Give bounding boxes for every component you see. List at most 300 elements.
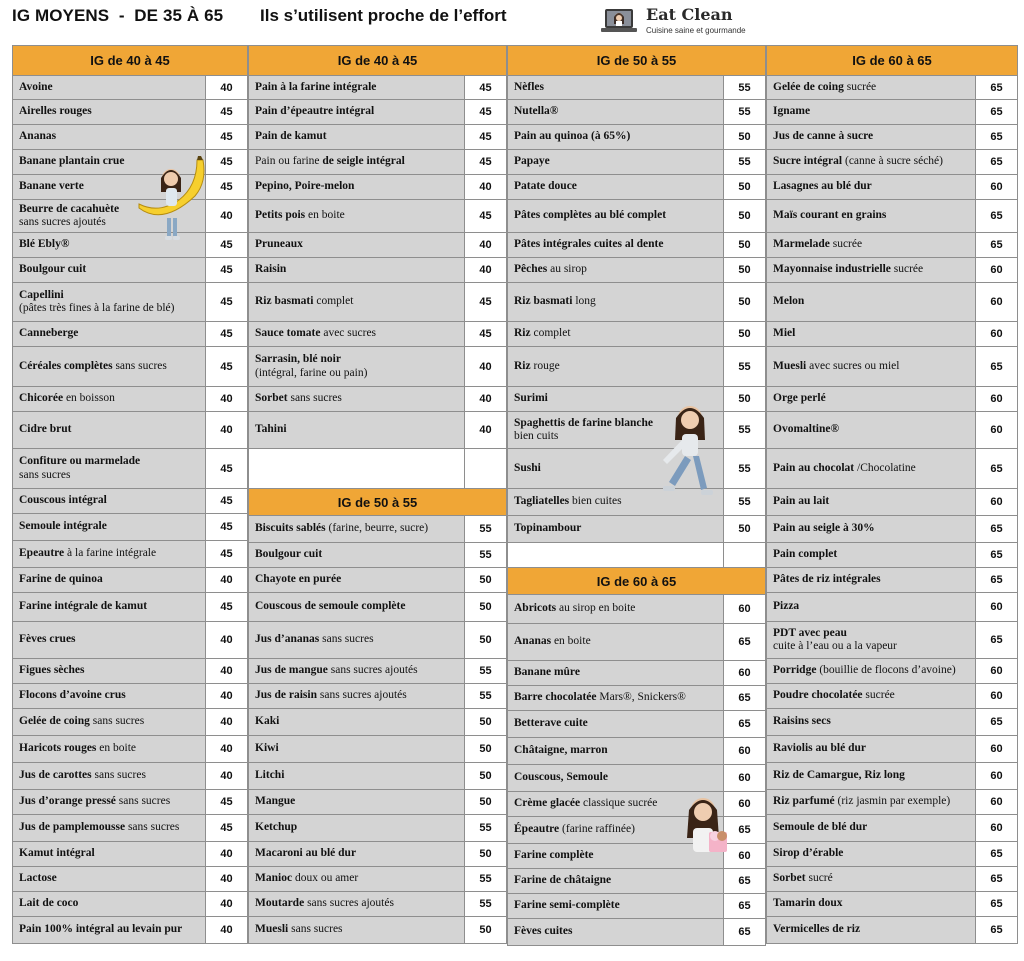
section-header-label: IG de 50 à 55 [337,494,418,510]
food-name-line [514,717,717,730]
food-name-line [255,263,458,276]
food-name-line [255,548,458,561]
food-row [767,322,1017,347]
food-note: bien cuites [572,495,622,508]
food-name-cell [508,175,724,199]
food-row [767,387,1017,412]
food-name-line [255,392,458,405]
food-name-cell [13,736,206,762]
food-name: Kiwi [255,742,279,755]
food-name-cell [249,593,465,621]
food-row [13,659,247,684]
food-name: Litchi [255,769,285,782]
ig-value: 60 [976,593,1017,621]
food-name-cell [13,917,206,943]
food-row [13,322,247,347]
food-note: sans sucres [322,633,374,646]
food-name: Pain à la farine intégrale [255,80,377,93]
food-name-cell [13,593,206,621]
ig-value: 45 [465,76,506,99]
food-row [508,76,765,100]
ig-value: 45 [206,322,247,346]
food-name-line [255,633,458,646]
food-name: Mayonnaise industrielle [773,263,891,276]
food-name: Jus de canne à sucre [773,130,874,143]
ig-value: 45 [465,100,506,124]
food-name: Épeautre [514,823,560,836]
food-row [767,763,1017,790]
food-name-cell [767,763,976,789]
ig-value: 60 [976,258,1017,282]
food-note: sans sucres ajoutés [19,216,106,228]
food-name-cell [767,842,976,866]
dancing-avatar-sticker [655,400,725,498]
food-note: /Chocolatine [857,461,916,474]
food-row [249,892,506,917]
ig-value: 65 [976,543,1017,567]
food-name: Jus d’ananas [255,633,320,646]
food-name-line [19,664,199,677]
food-row [767,283,1017,322]
section-header-label: IG de 60 à 65 [596,573,677,589]
ig-value: 55 [465,892,506,916]
food-name: Chayote en purée [255,573,342,586]
food-name: Pain au seigle à 30% [773,522,875,535]
food-name: Riz basmati [514,295,573,308]
ig-value: 50 [465,568,506,592]
food-name-line [514,874,717,887]
ig-value: 60 [976,489,1017,515]
food-name-cell [249,917,465,943]
section-header [508,568,765,595]
food-note: sucrée [846,80,877,93]
food-note: (farine, beurre, sucre) [328,522,429,535]
ig-value: 60 [724,844,765,868]
food-name-line [255,847,458,860]
ig-value: 40 [206,763,247,789]
food-row [249,917,506,943]
food-name-cell [13,568,206,592]
food-name-cell [767,322,976,346]
food-row [767,815,1017,842]
food-name: Fèves crues [19,633,76,646]
food-name-line [514,360,717,373]
food-name: Papaye [514,155,550,168]
ig-value: 45 [206,258,247,282]
food-row [13,76,247,100]
food-name: Lactose [19,872,57,885]
food-name: Farine semi-complète [514,899,620,912]
food-name: Pain au lait [773,495,830,508]
food-row [767,568,1017,593]
food-name-cell [249,387,465,411]
food-name: Farine de quinoa [19,573,103,586]
food-note: (intégral, farine ou pain) [255,366,368,379]
food-name: Fèves cuites [514,925,573,938]
food-name-cell [508,516,724,542]
ig-value: 65 [724,817,765,843]
food-name-cell [508,258,724,282]
food-name: Biscuits sablés [255,522,326,535]
food-name: Boulgour cuit [19,263,87,276]
ig-value: 60 [976,412,1017,448]
food-row [508,489,765,516]
food-name-line [514,180,717,193]
food-name-cell [13,412,206,448]
ig-value: 60 [724,661,765,685]
ig-column-2 [248,45,507,944]
ig-value: 55 [724,489,765,515]
food-name-line [19,872,199,885]
food-note: sucré [808,872,833,885]
ig-value: 60 [724,765,765,791]
food-note: sucrée [832,238,863,251]
food-name: Spaghettis de farine blanche [514,416,653,429]
ig-value: 40 [465,387,506,411]
food-row [249,76,506,100]
food-name-cell [249,815,465,841]
food-name: Pâtes de riz intégrales [773,573,881,586]
food-note: (canne à sucre séché) [844,155,943,168]
ig-value: 50 [465,763,506,789]
food-name-cell [767,684,976,708]
food-row [508,283,765,322]
food-name-cell [13,514,206,540]
food-note: doux ou amer [294,872,359,885]
food-name-line [773,180,969,193]
food-row [13,867,247,892]
ig-value: 45 [206,347,247,386]
ig-value: 55 [465,659,506,683]
ig-value: 45 [206,449,247,488]
food-name-cell [767,917,976,943]
ig-value: 65 [724,624,765,660]
food-name-line [773,209,969,222]
ig-value: 60 [976,387,1017,411]
ig-value: 40 [206,659,247,683]
food-name-cell [13,387,206,411]
food-name: Ovomaltine® [773,423,840,436]
food-note: avec sucres ou miel [809,359,900,372]
food-name-line [255,872,458,885]
food-name: Tagliatelles [514,495,570,508]
food-row [767,100,1017,125]
food-name-line [514,155,717,168]
food-row [13,593,247,622]
ig-value: 40 [206,842,247,866]
food-name-line [255,689,458,702]
food-note-line [19,302,199,315]
food-row [508,233,765,258]
banana-avatar-sticker [133,156,213,242]
food-row [13,917,247,943]
food-name-line [514,105,717,118]
column-header: IG de 60 à 65 [767,46,1017,76]
food-name-cell [249,125,465,149]
ig-value: 60 [724,738,765,764]
food-name-line [773,392,969,405]
food-name-cell [249,736,465,762]
ig-value: 65 [976,200,1017,232]
food-row [508,125,765,150]
food-name-cell [249,842,465,866]
food-name-cell [249,763,465,789]
food-name-line [773,327,969,340]
food-name-cell [13,815,206,841]
ig-value: 45 [206,489,247,513]
food-name: Ketchup [255,821,298,834]
food-name-line [773,495,969,508]
food-name: PDT avec peau [773,626,847,639]
food-name-cell [249,283,465,321]
food-name-line [255,522,458,535]
food-name-cell [249,892,465,916]
food-name-line [255,795,458,808]
food-name: Cidre brut [19,423,72,436]
food-name-line [19,392,199,405]
food-row [508,200,765,233]
food-row [249,175,506,200]
food-name: Barre chocolatée [514,691,597,704]
food-name-cell [767,815,976,841]
food-name: Haricots rouges [19,742,97,755]
food-name: Banane verte [19,180,84,193]
ig-value: 45 [465,150,506,174]
food-row [249,684,506,709]
food-row [767,593,1017,622]
ig-value: 40 [206,387,247,411]
food-row [508,661,765,686]
food-name-line [255,821,458,834]
food-note: en boite [553,635,591,648]
food-row [249,568,506,593]
ig-value: 60 [976,175,1017,199]
ig-value: 65 [976,709,1017,735]
food-name: Couscous de semoule complète [255,600,406,613]
food-note: sans sucres ajoutés [307,897,394,910]
food-name-line [255,897,458,910]
food-note: au sirop en boite [559,602,636,615]
food-row [249,516,506,543]
food-row [508,100,765,125]
food-row [13,892,247,917]
food-row [508,869,765,894]
food-note: sans sucres [118,795,171,808]
food-row [767,659,1017,684]
ig-value: 65 [976,76,1017,99]
ig-value: 65 [976,233,1017,257]
food-name-line [255,715,458,728]
food-row [249,100,506,125]
ig-value: 50 [724,200,765,232]
food-name-line [19,633,199,646]
column-header: IG de 50 à 55 [508,46,765,76]
ig-value: 45 [206,593,247,621]
food-row [249,125,506,150]
food-row [767,200,1017,233]
food-note: sucrée [893,263,924,276]
food-row [13,763,247,790]
food-name: Farine complète [514,849,594,862]
food-note: Mars®, Snickers® [599,691,686,704]
food-name-line [514,771,717,784]
food-name-cell [767,233,976,257]
ig-value: 55 [465,543,506,567]
food-name: Couscous intégral [19,494,107,507]
food-row [13,790,247,815]
food-name-line [255,327,458,340]
food-note: (riz jasmin par exemple) [837,795,951,808]
food-row [508,711,765,738]
food-row [249,322,506,347]
food-name-cell [767,283,976,321]
food-row [249,736,506,763]
food-name-line [19,263,199,276]
food-name: Confiture ou marmelade [19,455,141,468]
food-name: Céréales complètes [19,359,113,372]
food-note: (pâtes très fines à la farine de blé) [19,302,175,314]
food-name: Boulgour cuit [255,548,323,561]
food-note: sans sucres [290,392,342,405]
ig-value: 50 [465,842,506,866]
food-name: Muesli [255,923,289,936]
food-name-cell [508,543,724,567]
food-note: sans sucres [92,715,145,728]
ig-value: 40 [206,622,247,658]
ig-value: 40 [206,412,247,448]
food-name-line [514,925,717,938]
icecream-avatar-sticker [679,792,731,854]
food-name-line [19,897,199,910]
ig-value: 50 [724,233,765,257]
food-name: Farine de châtaigne [514,874,612,887]
food-name-cell [508,100,724,124]
ig-value: 40 [206,867,247,891]
food-name-line [255,423,458,436]
food-name-line [19,494,199,507]
ig-value: 45 [206,815,247,841]
food-row [508,412,765,449]
food-name-cell [508,200,724,232]
food-name-cell [767,100,976,124]
empty-row [508,543,765,568]
food-name: Couscous, Semoule [514,771,608,784]
ig-value: 50 [465,917,506,943]
food-row [249,283,506,322]
food-name-cell [508,322,724,346]
ig-value: 50 [724,387,765,411]
food-note: en boite [99,742,137,755]
page-subtitle: Ils s’utilisent proche de l’effort [260,6,507,25]
food-name: Avoine [19,80,53,93]
food-row [249,659,506,684]
food-name: Capellini [19,288,64,301]
food-name: Sirop d’érable [773,847,844,860]
food-name-cell [767,867,976,891]
food-name: Semoule de blé dur [773,821,868,834]
food-name-line [773,821,969,834]
food-name: Petits pois [255,209,306,222]
food-name-line [773,769,969,782]
food-row [767,233,1017,258]
food-name-cell [508,125,724,149]
food-name-cell [249,322,465,346]
food-name: de seigle intégral [322,155,405,168]
ig-value: 45 [465,322,506,346]
ig-value: 40 [465,175,506,199]
food-row [249,763,506,790]
ig-value: 50 [465,622,506,658]
food-row [13,347,247,387]
food-name-line [773,295,969,308]
ig-value: 60 [976,736,1017,762]
food-name-cell [13,489,206,513]
food-name-line [19,600,199,613]
food-name-cell [249,568,465,592]
food-name-line [773,795,969,808]
food-note: sans sucres [115,359,167,372]
column-header: IG de 40 à 45 [13,46,247,76]
food-name-line [514,295,717,308]
food-name-cell [767,175,976,199]
food-name-cell [508,765,724,791]
food-row [767,543,1017,568]
food-name-cell [767,892,976,916]
food-name-line [255,923,458,936]
ig-value: 65 [976,516,1017,542]
food-name: Sarrasin, blé noir [255,353,341,366]
food-row [767,175,1017,200]
ig-value [724,543,765,567]
food-name-line [19,769,199,782]
ig-value: 55 [724,150,765,174]
food-name: Châtaigne, marron [514,744,608,757]
food-name-cell [508,711,724,737]
food-row [767,709,1017,736]
ig-value: 45 [206,283,247,321]
food-name-line [773,130,969,143]
food-name: Raisins secs [773,715,831,728]
food-name-cell [508,919,724,945]
food-name-cell [508,347,724,386]
food-name: Macaroni au blé dur [255,847,357,860]
ig-value [465,449,506,488]
food-name-cell [249,100,465,124]
food-name-cell [767,543,976,567]
food-name-line [255,180,458,193]
food-name-line [773,573,969,586]
ig-column-4 [766,45,1018,944]
ig-value: 65 [976,150,1017,174]
food-note: bien cuits [514,430,559,442]
food-row [508,919,765,945]
food-name: Jus d’orange pressé [19,795,116,808]
food-name: Pêches [514,263,548,276]
food-name-cell [767,709,976,735]
food-name: Sorbet [255,392,288,405]
food-name-cell [508,283,724,321]
ig-value: 65 [976,125,1017,149]
food-name-cell [767,736,976,762]
food-name-line [514,522,717,535]
ig-value: 45 [206,790,247,814]
food-name-cell [13,125,206,149]
ig-value: 65 [976,568,1017,592]
food-name-cell [13,347,206,386]
ig-value: 65 [976,892,1017,916]
food-name-line [514,263,717,276]
ig-value: 60 [976,763,1017,789]
